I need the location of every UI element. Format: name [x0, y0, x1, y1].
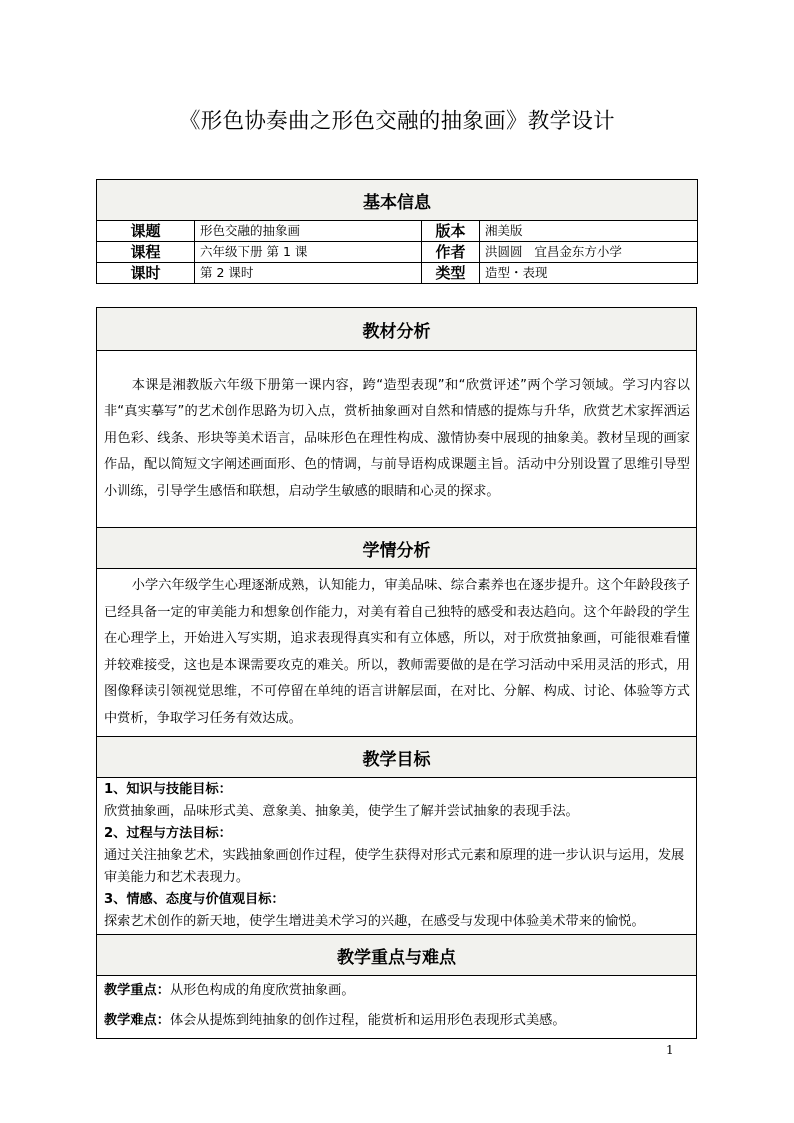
goal-heading-1: 1、知识与技能目标： [104, 782, 232, 797]
goal-text-3: 探索艺术创作的新天地，使学生增进美术学习的兴趣，在感受与发现中体验美术带来的愉悦。 [104, 914, 645, 929]
teaching-goals-body [97, 778, 697, 935]
goal-heading-2: 2、过程与方法目标： [104, 826, 232, 841]
value-course: 六年级下册 第 1 课 [195, 242, 422, 263]
material-analysis-text: 本课是湘教版六年级下册第一课内容，跨“造型表现”和“欣赏评述”两个学习领域。学习内容以非“真实摹写”的艺术创作思路为切入点，赏析抽象画对自然和情感的提炼与升华，欣赏艺术家挥洒运用色彩、线条、形块等美术语言，品味形色在理性构成、激情协奏中展现的抽象美。教材呈现的画家作品，配以简短文字阐述画面形、色的情调，与前导语构成课题主旨。活动中分别设置了思维引导型小训练，引导学生感悟和联想，启动学生敏感的眼睛和心灵的探求。 [97, 351, 697, 528]
focus-label: 教学重点： [104, 983, 170, 998]
student-analysis-header: 学情分析 [97, 528, 697, 569]
student-analysis-text: 小学六年级学生心理逐渐成熟，认知能力，审美品味、综合素养也在逐步提升。这个年龄段孩子已经具备一定的审美能力和想象创作能力，对美有着自己独特的感受和表达趋向。这个年龄段的学生在心理学上，开始进入写实期，追求表现得真实和有立体感，所以，对于欣赏抽象画，可能很难看懂并较难接受，这也是本课需要攻克的难关。所以，教师需要做的是在学习活动中采用灵活的形式，用图像释读引领视觉思维，不可停留在单纯的语言讲解层面，在对比、分解、构成、讨论、体验等方式中赏析，争取学习任务有效达成。 [97, 569, 697, 737]
material-analysis-header: 教材分析 [97, 308, 697, 351]
difficulty-label: 教学难点： [104, 1013, 170, 1028]
key-points-body [97, 976, 697, 1039]
basic-info-header: 基本信息 [97, 180, 698, 221]
label-period: 课时 [97, 263, 195, 284]
difficulty-line [104, 1006, 690, 1036]
lesson-plan-table [96, 307, 697, 1039]
value-type: 造型・表现 [480, 263, 698, 284]
value-edition: 湘美版 [480, 221, 698, 242]
label-course: 课程 [97, 242, 195, 263]
table-row [97, 263, 698, 284]
focus-line [104, 976, 690, 1006]
difficulty-text: 体会从提炼到纯抽象的创作过程，能赏析和运用形色表现形式美感。 [169, 1013, 566, 1028]
goal-text-2: 通过关注抽象艺术，实践抽象画创作过程，使学生获得对形式元素和原理的进一步认识与运用，发展审美能力和艺术表现力。 [104, 848, 685, 885]
table-row [97, 221, 698, 242]
teaching-goals-header: 教学目标 [97, 737, 697, 778]
basic-info-table [96, 179, 698, 284]
value-topic: 形色交融的抽象画 [195, 221, 422, 242]
goal-heading-3: 3、情感、态度与价值观目标： [104, 892, 285, 907]
document-title: 《形色协奏曲之形色交融的抽象画》教学设计 [178, 109, 615, 134]
value-period: 第 2 课时 [195, 263, 422, 284]
goal-text-1: 欣赏抽象画，品味形式美、意象美、抽象美，使学生了解并尝试抽象的表现手法。 [104, 804, 579, 819]
label-author: 作者 [422, 242, 480, 263]
label-topic: 课题 [97, 221, 195, 242]
key-points-header: 教学重点与难点 [97, 935, 697, 976]
focus-text: 从形色构成的角度欣赏抽象画。 [169, 983, 355, 998]
page-number: 1 [666, 1043, 674, 1057]
label-type: 类型 [422, 263, 480, 284]
label-edition: 版本 [422, 221, 480, 242]
value-author: 洪圆圆 宜昌金东方小学 [480, 242, 698, 263]
table-row [97, 242, 698, 263]
